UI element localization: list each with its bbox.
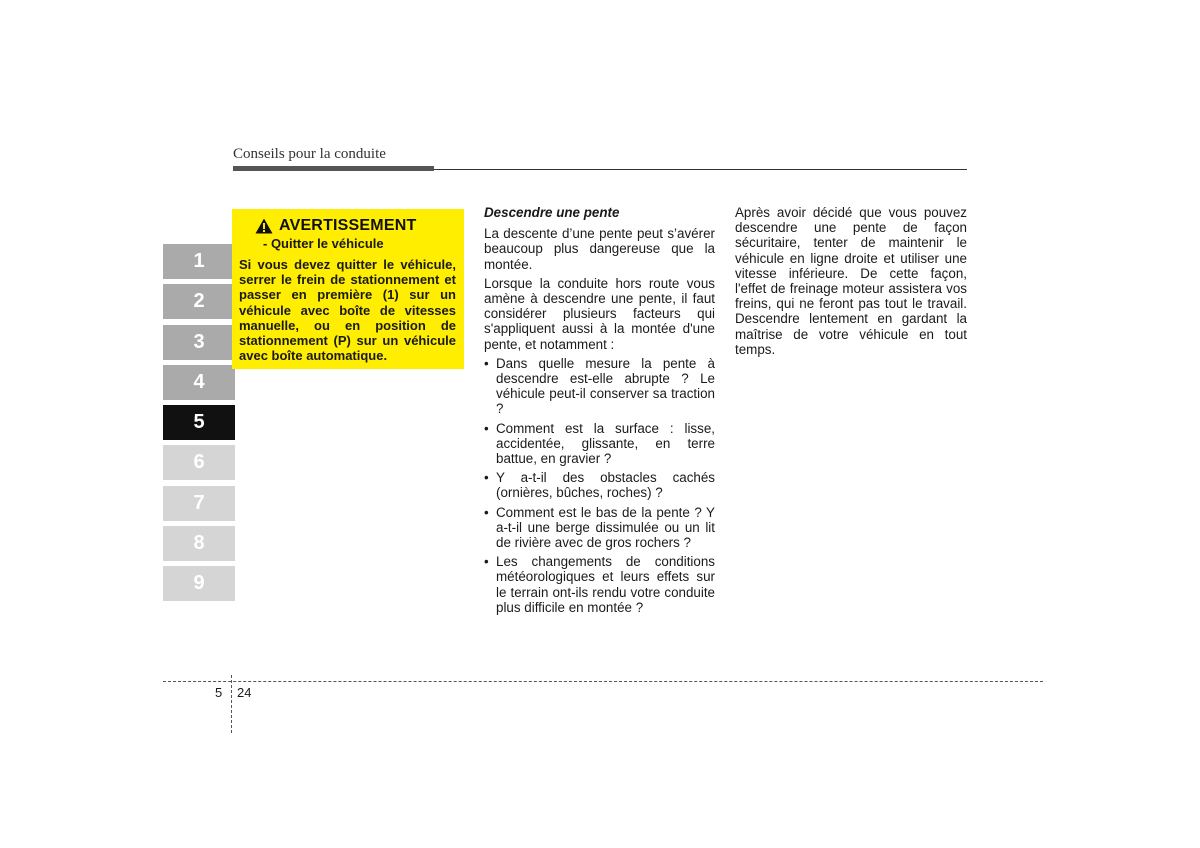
- chapter-tab-7[interactable]: 7: [163, 486, 235, 521]
- footer-rule: [163, 681, 1043, 682]
- header-bar: [233, 166, 434, 171]
- bullet-item: • Les changements de conditions météorologiques et leurs effets sur le terrain ont-ils rendu votre conduite plus difficile en montée ?: [484, 554, 715, 615]
- page-chapter-number: 5: [215, 685, 223, 700]
- warning-triangle-icon: [255, 218, 273, 234]
- header-rule: [434, 169, 967, 170]
- chapter-tab-2[interactable]: 2: [163, 284, 235, 319]
- chapter-tab-3[interactable]: 3: [163, 325, 235, 360]
- chapter-tabs: [163, 244, 235, 607]
- warning-title: AVERTISSEMENT: [279, 217, 417, 234]
- paragraph: La descente d’une pente peut s’avérer beaucoup plus dangereuse que la montée.: [484, 226, 715, 272]
- warning-box: [232, 209, 464, 369]
- bullet-item: • Comment est la surface : lisse, accidentée, glissante, en terre battue, en gravier ?: [484, 421, 715, 467]
- chapter-tab-8[interactable]: 8: [163, 526, 235, 561]
- warning-subtitle: - Quitter le véhicule: [263, 236, 384, 251]
- bullet-item: • Y a-t-il des obstacles cachés (ornières, bûches, roches) ?: [484, 470, 715, 500]
- chapter-tab-9[interactable]: 9: [163, 566, 235, 601]
- chapter-tab-6[interactable]: 6: [163, 445, 235, 480]
- bullet-item: • Comment est le bas de la pente ? Y a-t-il une berge dissimulée ou un lit de rivière avec de gros rochers ?: [484, 505, 715, 551]
- page-number: 24: [237, 685, 252, 700]
- bullet-list: [484, 356, 715, 615]
- right-column-paragraph: Après avoir décidé que vous pouvez descendre une pente de façon sécuritaire, tenter de maintenir le véhicule en ligne droite et utiliser une vitesse inférieure. De cette façon, l'effet de freinage moteur assistera vos freins, qui ne feront pas tout le travail. Descendre lentement en gardant la maîtrise de votre véhicule en tout temps.: [735, 205, 967, 357]
- paragraph: Lorsque la conduite hors route vous amène à descendre une pente, il faut considérer plusieurs facteurs qui s'appliquent aussi à la montée d'une pente, et notamment :: [484, 275, 715, 352]
- warning-text: Si vous devez quitter le véhicule, serrer le frein de stationnement et passer en première (1) sur un véhicule avec boîte de vitesses manuelle, ou en position de stationnement (P) sur un véhicule avec boîte automatique.: [239, 257, 456, 364]
- chapter-tab-5[interactable]: 5: [163, 405, 235, 440]
- section-title: Descendre une pente: [484, 205, 620, 220]
- chapter-tab-4[interactable]: 4: [163, 365, 235, 400]
- footer-divider: [231, 675, 232, 733]
- bullet-item: • Dans quelle mesure la pente à descendre est-elle abrupte ? Le véhicule peut-il conserver sa traction ?: [484, 356, 715, 417]
- section-column: [484, 205, 715, 619]
- chapter-tab-1[interactable]: 1: [163, 244, 235, 279]
- warning-header: [239, 217, 456, 235]
- page-header-title: Conseils pour la conduite: [233, 146, 386, 162]
